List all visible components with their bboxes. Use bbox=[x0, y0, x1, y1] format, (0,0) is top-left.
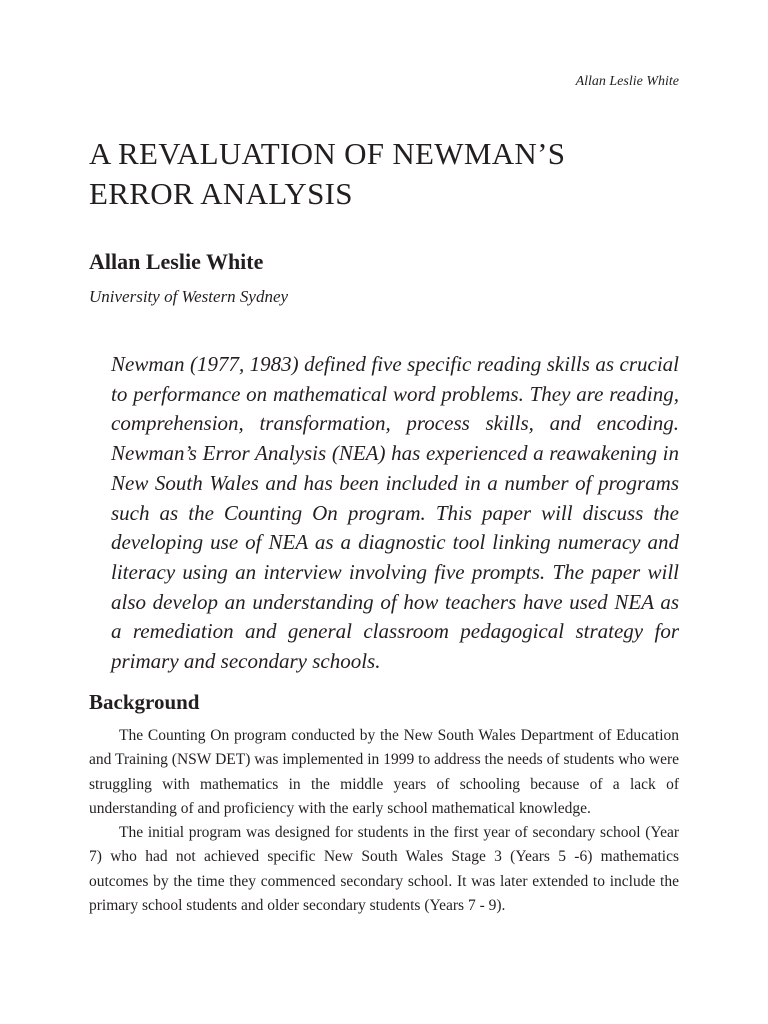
title-line-2: ERROR ANALYSIS bbox=[89, 176, 353, 211]
paper-title bbox=[89, 134, 689, 214]
author-name: Allan Leslie White bbox=[89, 249, 264, 274]
background-body bbox=[89, 724, 679, 918]
body-paragraph: The Counting On program conducted by the New South Wales Department of Education and Training (NSW DET) was implemented in 1999 to address the needs of students who were struggling with mathematics in the middle years of schooling because of a lack of understanding of and proficiency with the early school mathematical knowledge. bbox=[89, 727, 679, 817]
author-affiliation: University of Western Sydney bbox=[89, 287, 289, 306]
title-line-1: A REVALUATION OF NEWMAN’S bbox=[89, 136, 566, 171]
section-heading-background: Background bbox=[89, 690, 200, 714]
abstract: Newman (1977, 1983) defined five specific reading skills as crucial to performance on mathematical word problems. They are reading, comprehension, transformation, process skills, and encoding. Newman’s Error Analysis (NEA) has experienced a reawakening in New South Wales and has been included in a number of programs such as the Counting On program. This paper will discuss the developing use of NEA as a diagnostic tool linking numeracy and literacy using an interview involving five prompts. The paper will also develop an understanding of how teachers have used NEA as a remediation and general classroom pedagogical strategy for primary and secondary schools. bbox=[111, 352, 679, 674]
running-head: Allan Leslie White bbox=[575, 74, 679, 89]
body-paragraph: The initial program was designed for students in the first year of secondary school (Year 7) who had not achieved specific New South Wales Stage 3 (Years 5 -6) mathematics outcomes by the time they commenced secondary school. It was later extended to include the primary school students and older secondary students (Years 7 - 9). bbox=[89, 824, 679, 915]
